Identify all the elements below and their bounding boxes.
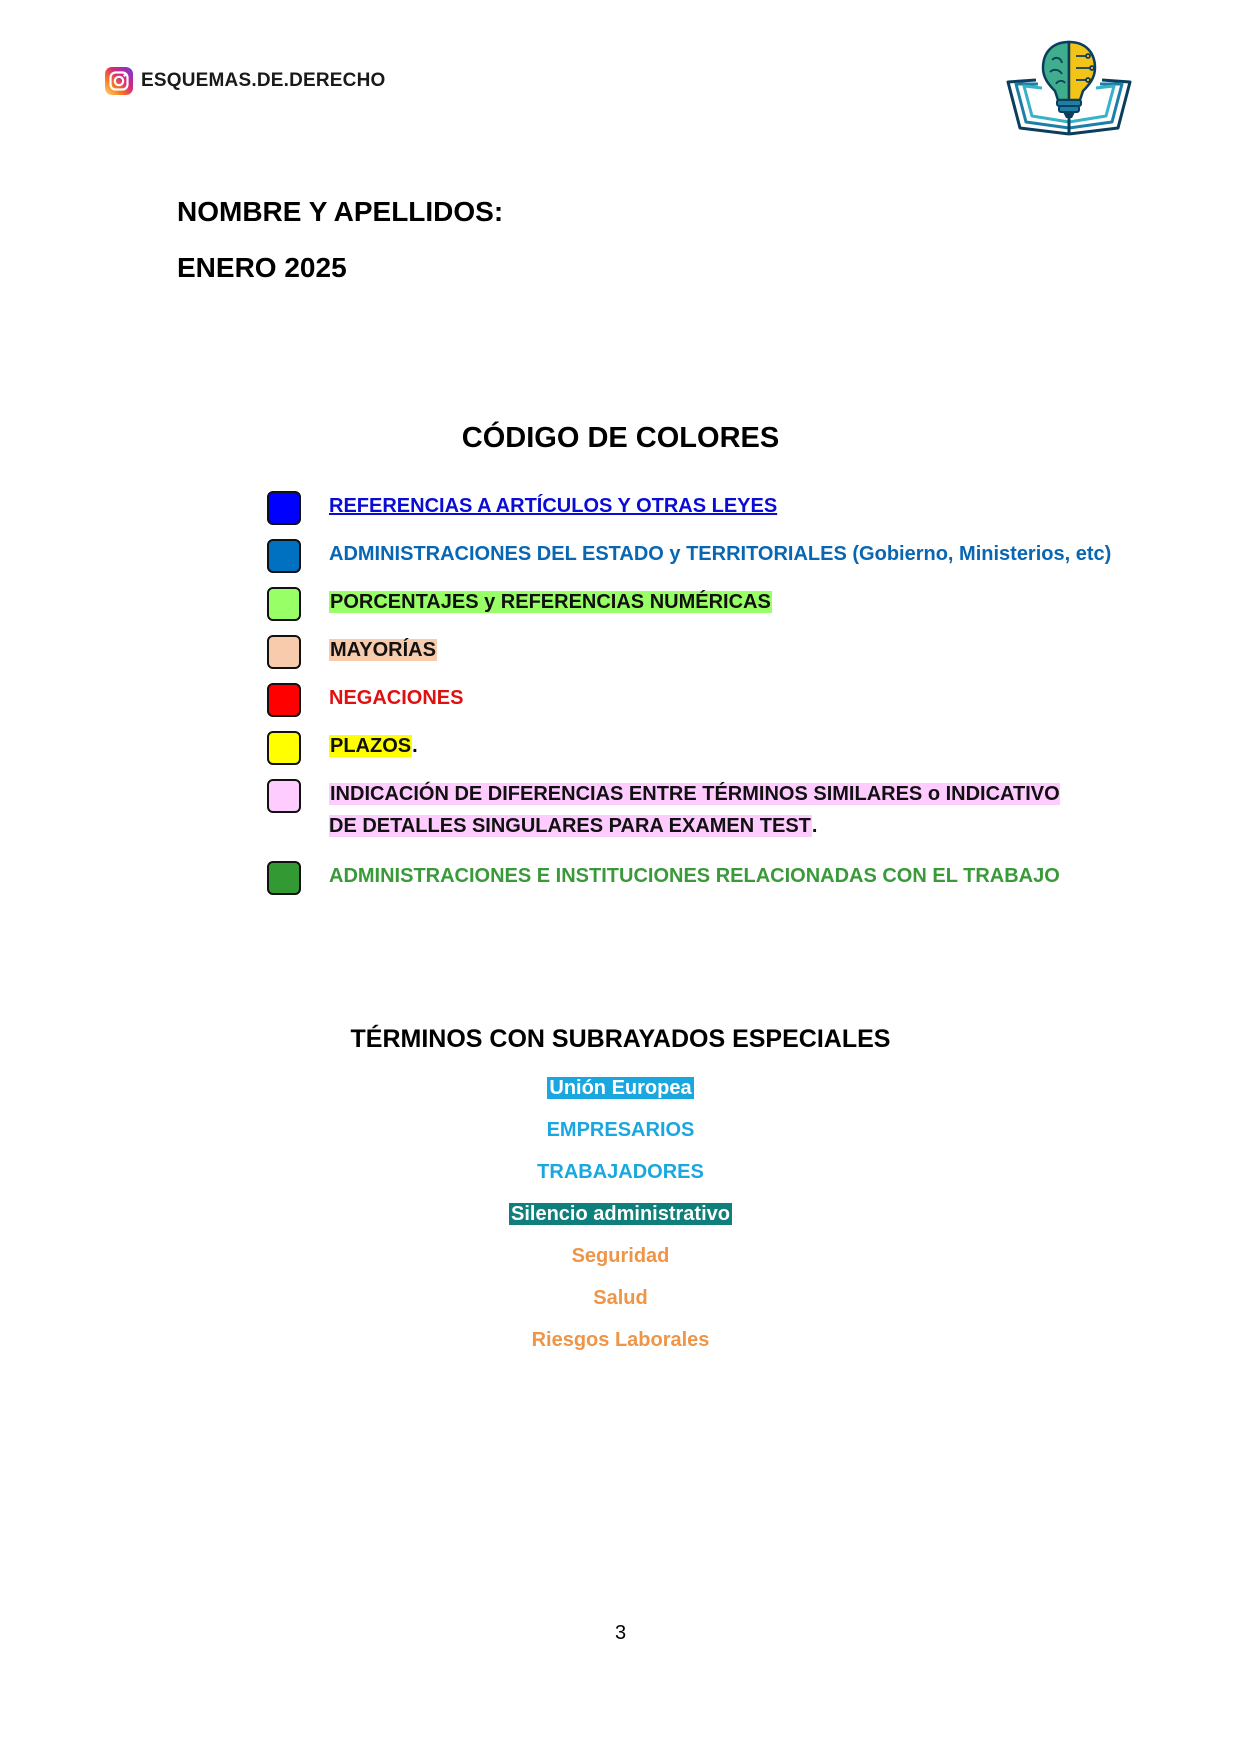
special-terms-list [0, 1073, 1241, 1367]
brand-name: ESQUEMAS.DE.DERECHO [141, 70, 386, 91]
color-swatch [267, 635, 301, 669]
instagram-icon [104, 66, 134, 96]
legend-item-percentages [267, 586, 1207, 621]
term-label: EMPRESARIOS [546, 1119, 695, 1141]
term-item [0, 1073, 1241, 1115]
color-code-title: CÓDIGO DE COLORES [461, 422, 780, 454]
legend-label [329, 586, 772, 618]
term-item [0, 1325, 1241, 1367]
term-label: TRABAJADORES [537, 1161, 704, 1183]
legend-label: REFERENCIAS A ARTÍCULOS Y OTRAS LEYES [329, 495, 778, 517]
legend-label-suffix: . [811, 815, 818, 837]
term-item [0, 1115, 1241, 1157]
legend-label-text: INDICACIÓN DE DIFERENCIAS ENTRE TÉRMINOS SIMILARES o INDICATIVO DE DETALLES SINGULARES PARA EXAMEN TEST [329, 783, 1060, 837]
legend-item-labour-admin [267, 860, 1207, 895]
legend-label-text: PORCENTAJES y REFERENCIAS NUMÉRICAS [330, 591, 771, 613]
term-label: Seguridad [571, 1245, 670, 1267]
legend-item-articles [267, 490, 1207, 525]
term-item [0, 1283, 1241, 1325]
color-swatch [267, 587, 301, 621]
legend-label-text: MAYORÍAS [330, 639, 436, 661]
legend-label [329, 634, 437, 666]
term-label: Unión Europea [549, 1077, 692, 1099]
date-label: ENERO 2025 [177, 252, 347, 283]
legend-item-differences [267, 778, 1207, 842]
legend-label [329, 778, 1089, 842]
legend-item-majorities [267, 634, 1207, 669]
term-item [0, 1199, 1241, 1241]
term-label: Salud [593, 1287, 648, 1309]
term-item [0, 1241, 1241, 1283]
color-swatch [267, 683, 301, 717]
legend-label-text: PLAZOS [330, 735, 412, 757]
term-label: Silencio administrativo [511, 1203, 730, 1225]
legend-item-negations [267, 682, 1207, 717]
legend-label [329, 730, 418, 762]
color-swatch [267, 731, 301, 765]
legend-label: ADMINISTRACIONES E INSTITUCIONES RELACIONADAS CON EL TRABAJO [329, 865, 1060, 887]
name-field-label: NOMBRE Y APELLIDOS: [177, 196, 504, 227]
legend-label: NEGACIONES [329, 687, 464, 709]
color-legend [267, 490, 1207, 908]
color-swatch [267, 539, 301, 573]
term-item [0, 1157, 1241, 1199]
legend-item-state-admin [267, 538, 1207, 573]
legend-label-suffix: . [412, 735, 418, 757]
color-swatch [267, 491, 301, 525]
legend-label: ADMINISTRACIONES DEL ESTADO y TERRITORIALES (Gobierno, Ministerios, etc) [329, 543, 1112, 565]
term-label: Riesgos Laborales [531, 1329, 710, 1351]
color-swatch [267, 779, 301, 813]
page-number: 3 [614, 1622, 627, 1644]
color-swatch [267, 861, 301, 895]
brand-header [104, 66, 386, 96]
brain-lightbulb-book-icon [1006, 38, 1132, 142]
legend-item-deadlines [267, 730, 1207, 765]
special-terms-title: TÉRMINOS CON SUBRAYADOS ESPECIALES [350, 1025, 891, 1053]
